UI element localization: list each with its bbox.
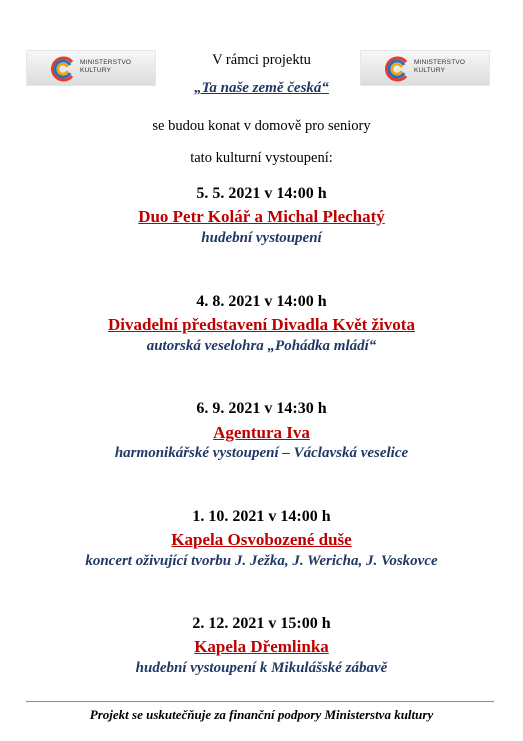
event-date: 4. 8. 2021 v 14:00 h bbox=[196, 293, 327, 310]
event-performer: Divadelní představení Divadla Květ života bbox=[108, 315, 415, 334]
footer-funding-note: Projekt se uskutečňuje za finanční podpory Ministerstva kultury bbox=[89, 707, 434, 722]
event-description: autorská veselohra „Pohádka mládí“ bbox=[146, 338, 377, 354]
event-date: 1. 10. 2021 v 14:00 h bbox=[192, 508, 331, 525]
event-performer: Kapela Osvobozené duše bbox=[171, 530, 352, 549]
event-description: hudební vystoupení k Mikulášské zábavě bbox=[135, 660, 388, 676]
event-performer: Kapela Dřemlinka bbox=[194, 637, 329, 656]
intro-line-2: se budou konat v domově pro seniory bbox=[152, 118, 371, 134]
event-date: 6. 9. 2021 v 14:30 h bbox=[196, 400, 327, 417]
event-date: 2. 12. 2021 v 15:00 h bbox=[192, 615, 331, 632]
event-description: hudební vystoupení bbox=[201, 230, 322, 246]
ministry-logo-text: MINISTERSTVO KULTURY bbox=[414, 59, 466, 74]
intro-line-1: V rámci projektu bbox=[212, 52, 311, 68]
event-performer: Duo Petr Kolář a Michal Plechatý bbox=[138, 207, 385, 226]
intro-line-3: tato kulturní vystoupení: bbox=[190, 150, 333, 166]
ministry-logo-text: MINISTERSTVO KULTURY bbox=[80, 59, 132, 74]
project-name: „Ta naše země česká“ bbox=[194, 80, 329, 96]
event-description: harmonikářské vystoupení – Václavská veselice bbox=[114, 445, 409, 461]
event-performer: Agentura Iva bbox=[213, 423, 310, 442]
footer-divider bbox=[26, 701, 494, 702]
event-description: koncert oživující tvorbu J. Ježka, J. Wericha, J. Voskovce bbox=[85, 553, 438, 569]
event-date: 5. 5. 2021 v 14:00 h bbox=[196, 185, 327, 202]
